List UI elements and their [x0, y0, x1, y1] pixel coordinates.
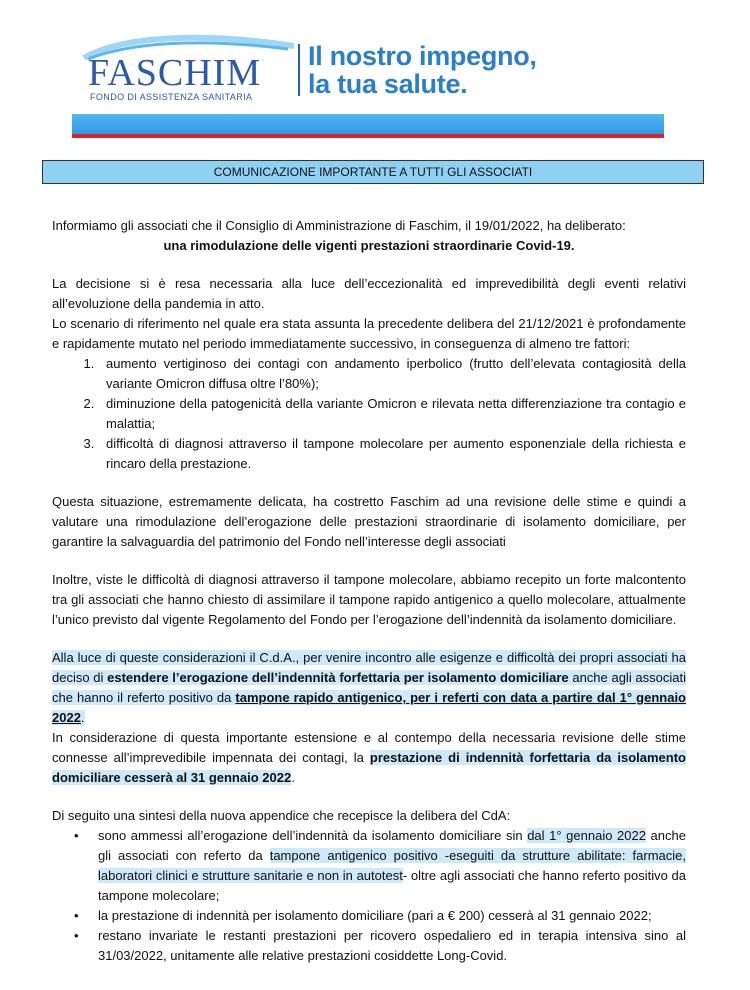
para5-c: . — [291, 770, 295, 785]
slogan-line-2: la tua salute. — [308, 69, 468, 99]
para5 — [52, 728, 686, 788]
bullet-icon: • — [74, 828, 79, 843]
factors-list — [52, 354, 686, 474]
summary-intro: Di seguito una sintesi della nuova appendice che recepisce la delibera del CdA: — [52, 808, 511, 823]
para4-highlight-extension: estendere l’erogazione dell’indennità forfettaria per isolamento domiciliare — [107, 670, 569, 685]
summary-item3: restano invariate le restanti prestazioni per ricovero ospedaliero ed in terapia intensiva sino al 31/03/2022, unitamente alle relative prestazioni cosiddette Long-Covid. — [98, 928, 686, 963]
summary-item2: la prestazione di indennità per isolamento domiciliare (pari a € 200) cesserà al 31 gennaio 2022; — [98, 908, 652, 923]
para4-highlight-antigenic: tampone rapido antigenico, per i referti con data a partire dal 1° gennaio 2022 — [52, 690, 686, 725]
list-item: 1. aumento vertiginoso dei contagi con andamento iperbolico (frutto dell’elevata contagiosità della variante Omicron diffusa oltre l’80%); — [98, 354, 686, 394]
summary-item1-c: anche gli associati con referto da — [98, 828, 686, 863]
header-red-stripe — [72, 134, 664, 138]
para3: Inoltre, viste le difficoltà di diagnosi attraverso il tampone molecolare, abbiamo recepito un forte malcontento tra gli associati che hanno chiesto di assimilare il tampone rapido antigenico a quello molecolare, attualmente l’unico previsto dal vigente Regolamento del Fondo per l’erogazione dell’indennità da isolamento domiciliare. — [52, 572, 686, 627]
slogan — [308, 42, 537, 98]
summary-item1-e: - oltre agli associati che hanno referto positivo da tampone molecolare; — [98, 868, 687, 903]
logo-name: FASCHIM — [88, 52, 262, 94]
intro-text: Informiamo gli associati che il Consiglio di Amministrazione di Faschim, il 19/01/2022, ha deliberato: — [52, 218, 626, 233]
announcement-banner: COMUNICAZIONE IMPORTANTE A TUTTI GLI ASSOCIATI — [42, 160, 704, 184]
logo-subtitle: FONDO DI ASSISTENZA SANITARIA — [90, 92, 253, 102]
intro-headline: una rimodulazione delle vigenti prestazioni straordinarie Covid-19. — [163, 238, 575, 253]
para2: Questa situazione, estremamente delicata, ha costretto Faschim ad una revisione delle stime e quindi a valutare una rimodulazione dell’erogazione delle prestazioni straordinarie di isolamento domiciliare, per garantire la salvaguardia del patrimonio del Fondo nell’interesse degli associati — [52, 494, 686, 549]
para1-text1: La decisione si è resa necessaria alla luce dell’eccezionalità ed imprevedibilità degli eventi relativi all’evoluzione della pandemia in atto. — [52, 276, 686, 311]
list-item: 2. diminuzione della patogenicità della variante Omicron e rilevata netta differenziazione tra contagio e malattia; — [98, 394, 686, 434]
faschim-logo — [82, 32, 297, 102]
para1-text2: Lo scenario di riferimento nel quale era stata assunta la precedente delibera del 21/12/2021 è profondamente e rapidamente mutato nel periodo immediatamente successivo, in conseguenza di almeno tre fattori: — [52, 316, 686, 351]
summary-item1-antigenic: tampone antigenico positivo -eseguiti da strutture abilitate: farmacie, laboratori clinici e strutture sanitarie e non in autotest — [98, 848, 686, 883]
bullet-icon: • — [74, 928, 79, 943]
para5-highlight-end-date: prestazione di indennità forfettaria da isolamento domiciliare cesserà al 31 gennaio 2022 — [52, 750, 686, 785]
letter-body — [52, 216, 686, 966]
summary-list — [52, 826, 686, 966]
slogan-line-1: Il nostro impegno, — [308, 41, 537, 71]
list-item — [74, 926, 686, 966]
summary-item1-a: sono ammessi all’erogazione dell’indennità da isolamento domiciliare sin — [98, 828, 528, 843]
para4-e: . — [80, 710, 85, 725]
para5-a: In considerazione di questa importante estensione e al contempo della necessaria revisione delle stime connesse all’imprevedibile impennata dei contagi, la — [52, 730, 686, 765]
letterhead — [0, 0, 750, 140]
list-item: 3. difficoltà di diagnosi attraverso il tampone molecolare per aumento esponenziale della richiesta e rincaro della prestazione. — [98, 434, 686, 474]
summary-item1-date: dal 1° gennaio 2022 — [527, 828, 646, 843]
para4-a: Alla luce di queste considerazioni il C.d.A., per venire incontro alle esigenze e difficoltà dei propri associati ha deciso di — [52, 650, 686, 685]
list-item — [74, 906, 686, 926]
para4-c: anche agli associati che hanno il referto positivo da — [52, 670, 686, 705]
logo-divider — [298, 44, 300, 96]
list-item — [74, 826, 687, 906]
para4 — [52, 648, 686, 728]
bullet-icon: • — [74, 908, 79, 923]
header-blue-band — [72, 114, 664, 134]
